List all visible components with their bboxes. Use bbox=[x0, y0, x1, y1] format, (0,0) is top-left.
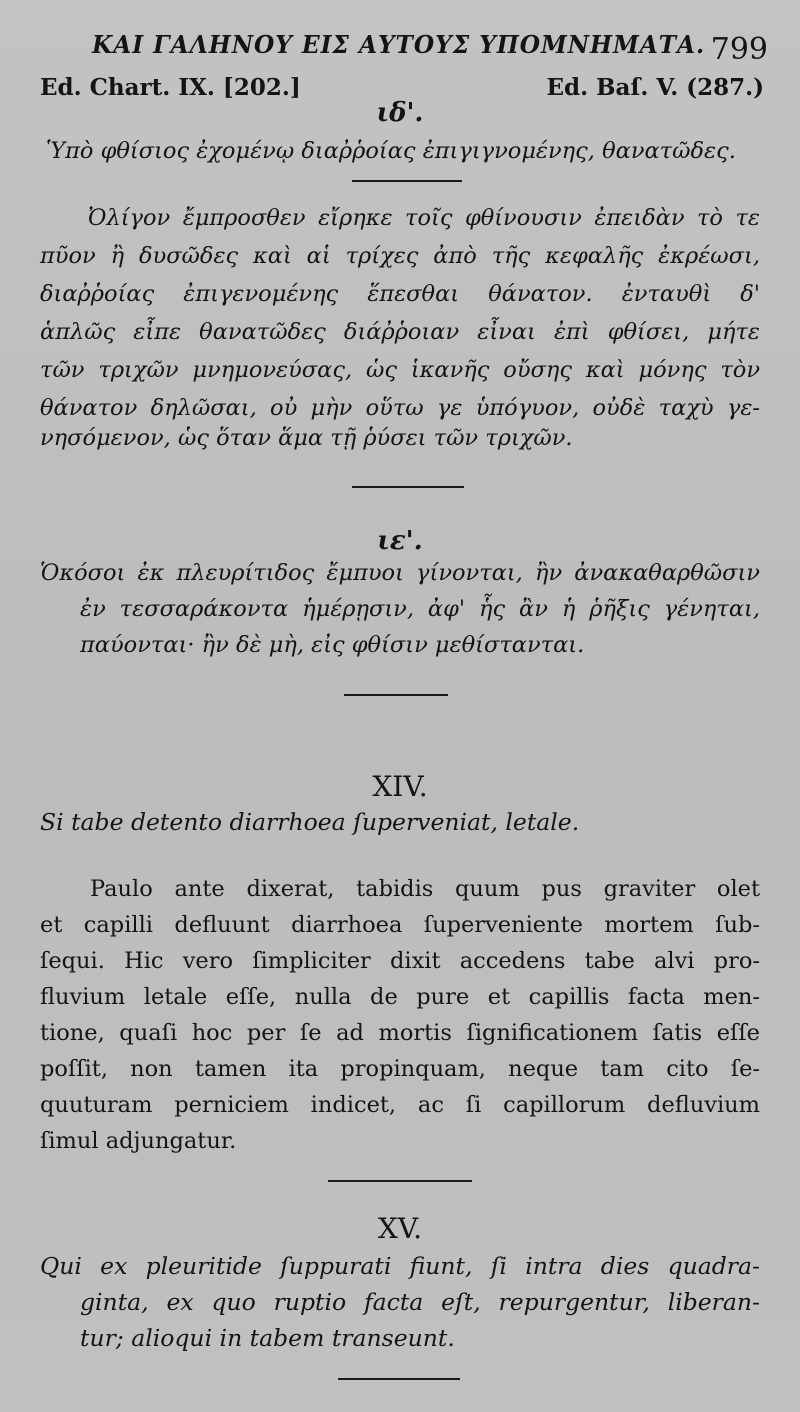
greek-section-number-15: ιε'. bbox=[377, 526, 423, 556]
edition-chartier-reference: Ed. Chart. IX. [202.] bbox=[40, 74, 301, 101]
latin-aphorism-line: ginta, ex quo ruptio facta eſt, repurgentur, liberan- bbox=[80, 1288, 760, 1316]
latin-commentary-line: ſequi. Hic vero ſimpliciter dixit accedens tabe alvi pro- bbox=[40, 948, 760, 974]
greek-commentary-line: πῦον ἢ δυσῶδες καὶ αἱ τρίχες ἀπὸ τῆς κεφαλῆς ἐκρέωσι, bbox=[40, 243, 760, 269]
greek-section-number-14: ιδ'. bbox=[376, 98, 424, 128]
greek-commentary-line: τῶν τριχῶν μνημονεύσας, ὡς ἱκανῆς οὔσης καὶ μόνης τὸν bbox=[40, 357, 760, 383]
latin-commentary-line: tione, quaſi hoc per ſe ad mortis ſignificationem ſatis eſſe bbox=[40, 1020, 760, 1046]
section-divider bbox=[344, 694, 448, 696]
latin-commentary-line: poſſit, non tamen ita propinquam, neque tam cito ſe- bbox=[40, 1056, 760, 1082]
greek-commentary-line: θάνατον δηλῶσαι, οὐ μὴν οὕτω γε ὑπόγυον, οὐδὲ ταχὺ γε- bbox=[40, 395, 760, 421]
latin-commentary-line: fluvium letale eſſe, nulla de pure et capillis facta men- bbox=[40, 984, 760, 1010]
section-divider bbox=[352, 486, 464, 488]
latin-commentary-line: quuturam perniciem indicet, ac ſi capillorum defluvium bbox=[40, 1092, 760, 1118]
greek-aphorism-14: Ὑπὸ φθίσιος ἐχομένῳ διαῤῥοίας ἐπιγιγνομένης, θανατῶδες. bbox=[46, 138, 736, 164]
latin-commentary-line: ſimul adjungatur. bbox=[40, 1128, 237, 1154]
latin-aphorism-line: Qui ex pleuritide ſuppurati fiunt, ſi intra dies quadra- bbox=[40, 1252, 760, 1280]
latin-section-number-xiv: XIV. bbox=[372, 770, 428, 803]
greek-aphorism-line: Ὁκόσοι ἐκ πλευρίτιδος ἔμπυοι γίνονται, ἢν ἀνακαθαρθῶσιν bbox=[40, 560, 760, 586]
page-number: 799 bbox=[710, 32, 768, 67]
section-divider bbox=[352, 180, 462, 182]
greek-commentary-line: διαῤῥοίας ἐπιγενομένης ἕπεσθαι θάνατον. ἐνταυθὶ δ' bbox=[40, 281, 760, 307]
greek-commentary-line: νησόμενον, ὡς ὅταν ἅμα τῇ ῥύσει τῶν τριχῶν. bbox=[40, 425, 573, 451]
running-title: ΚΑΙ ΓΑΛΗΝΟΥ ΕΙΣ ΑΥΤΟΥΣ ΥΠΟΜΝΗΜΑΤΑ. bbox=[92, 30, 706, 59]
latin-aphorism-line: tur; alioqui in tabem transeunt. bbox=[80, 1324, 455, 1352]
latin-aphorism-xiv: Si tabe detento diarrhoea ſuperveniat, letale. bbox=[40, 808, 580, 836]
greek-commentary-line: Ὀλίγον ἔμπροσθεν εἴρηκε τοῖς φθίνουσιν ἐπειδὰν τὸ τε bbox=[88, 205, 760, 231]
greek-aphorism-line: ἐν τεσσαράκοντα ἡμέρῃσιν, ἀφ' ἧς ἂν ἡ ῥῆξις γένηται, bbox=[80, 596, 760, 622]
latin-commentary-line: Paulo ante dixerat, tabidis quum pus graviter olet bbox=[90, 876, 760, 902]
section-divider bbox=[338, 1378, 460, 1380]
latin-section-number-xv: XV. bbox=[377, 1212, 423, 1245]
edition-basel-reference: Ed. Baſ. V. (287.) bbox=[546, 74, 764, 101]
latin-commentary-line: et capilli defluunt diarrhoea ſuperveniente mortem ſub- bbox=[40, 912, 760, 938]
greek-commentary-line: ἁπλῶς εἶπε θανατῶδες διάῤῥοιαν εἶναι ἐπὶ φθίσει, μήτε bbox=[40, 319, 760, 345]
greek-aphorism-line: παύονται· ἢν δὲ μὴ, εἰς φθίσιν μεθίστανται. bbox=[80, 632, 585, 658]
section-divider bbox=[328, 1180, 472, 1182]
